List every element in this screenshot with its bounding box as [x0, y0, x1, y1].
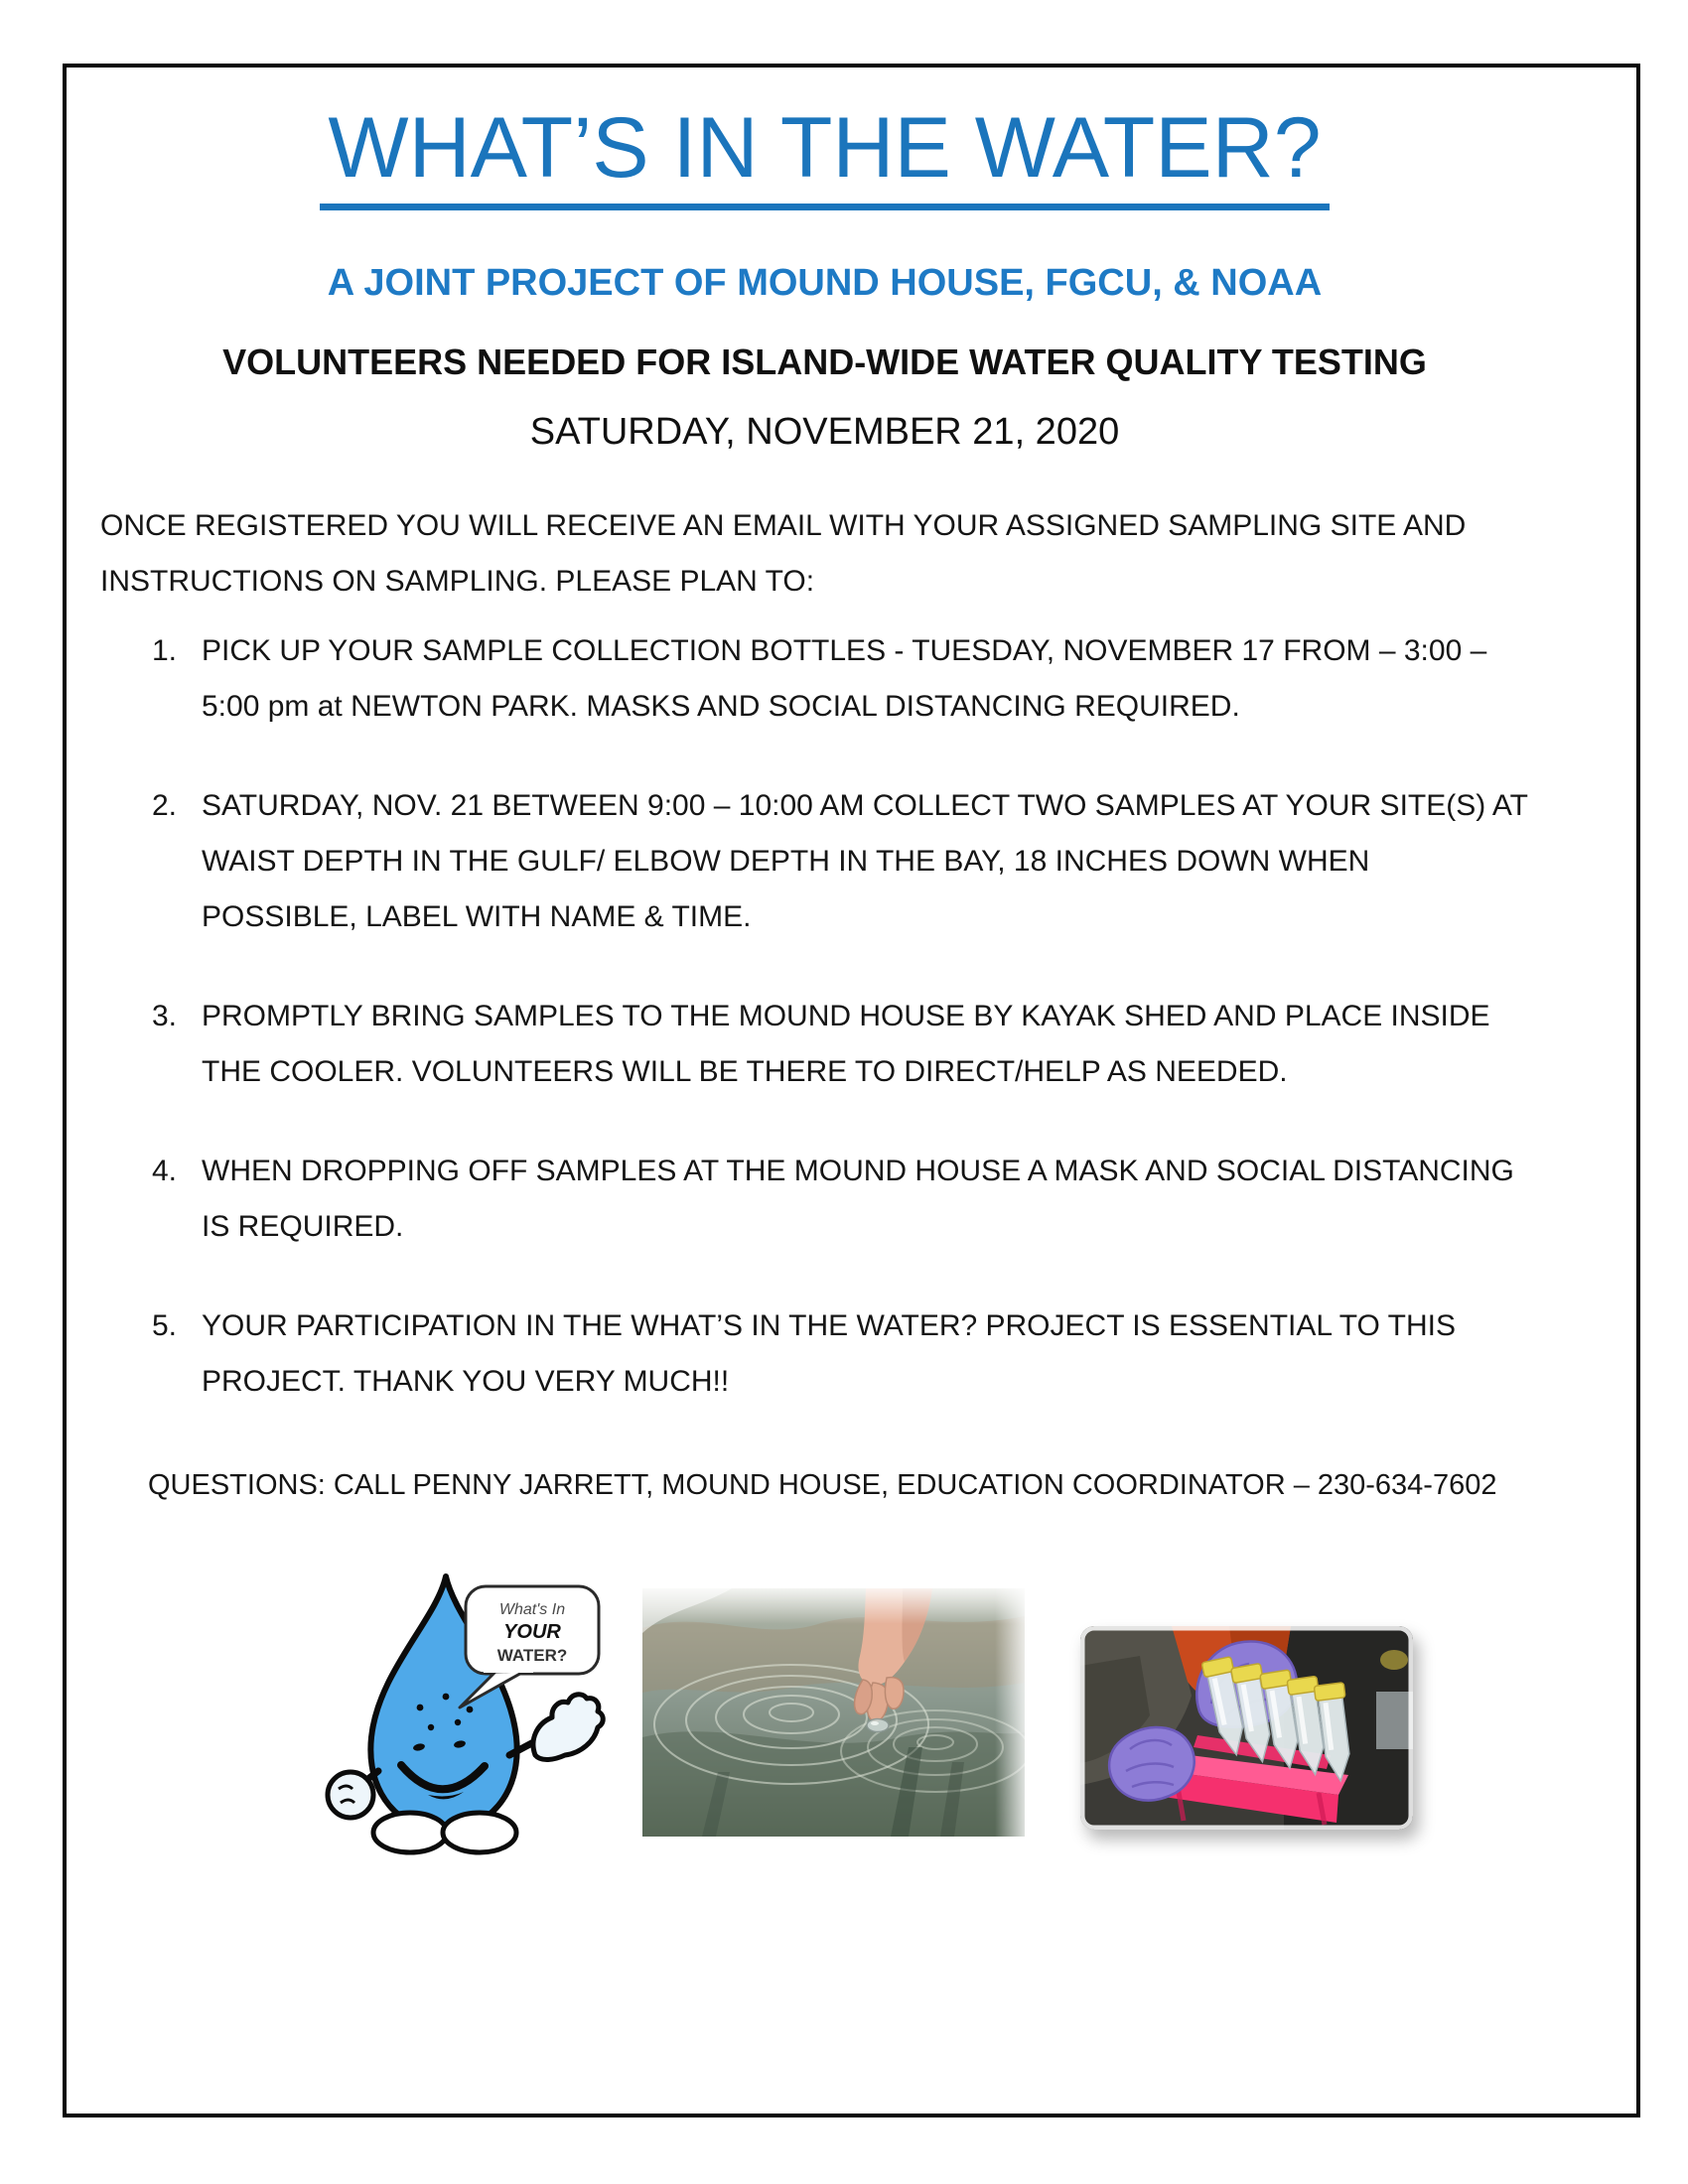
speech-bubble-line2: YOUR [503, 1620, 561, 1643]
list-item [100, 989, 1549, 1100]
flyer-title-text: WHAT’S IN THE WATER? [320, 99, 1329, 210]
event-date: SATURDAY, NOVEMBER 21, 2020 [529, 411, 1120, 454]
flyer-title [100, 99, 1549, 210]
flyer-subtitle: A JOINT PROJECT OF MOUND HOUSE, FGCU, & NOAA [327, 261, 1323, 304]
list-item-number: 1. [152, 633, 178, 667]
list-item-text: PROMPTLY BRING SAMPLES TO THE MOUND HOUSE BY KAYAK SHED AND PLACE INSIDE THE COOLER. VOLUNTEERS WILL BE THERE TO DIRECT/HELP AS NEEDED. [202, 999, 1490, 1088]
list-item [100, 1144, 1549, 1255]
list-item [100, 778, 1549, 945]
list-item-number: 2. [152, 788, 178, 822]
contact-line: QUESTIONS: CALL PENNY JARRETT, MOUND HOUSE, EDUCATION COORDINATOR – 230-634-7602 [148, 1468, 1497, 1501]
speech-bubble-line1: What's In [498, 1600, 566, 1618]
water-drop-mascot-image [299, 1561, 607, 1858]
list-item-text: YOUR PARTICIPATION IN THE WHAT’S IN THE WATER? PROJECT IS ESSENTIAL TO THIS PROJECT. THANK YOU VERY MUCH!! [202, 1308, 1456, 1398]
test-tube-rack-photo-image [1080, 1626, 1413, 1830]
list-item-number: 4. [152, 1154, 178, 1187]
list-item-number: 3. [152, 999, 178, 1032]
list-item-text: WHEN DROPPING OFF SAMPLES AT THE MOUND HOUSE A MASK AND SOCIAL DISTANCING IS REQUIRED. [202, 1154, 1514, 1243]
list-item [100, 623, 1549, 735]
list-item-text: SATURDAY, NOV. 21 BETWEEN 9:00 – 10:00 AM COLLECT TWO SAMPLES AT YOUR SITE(S) AT WAIST DEPTH IN THE GULF/ ELBOW DEPTH IN THE BAY, 18 INCHES DOWN WHEN POSSIBLE, LABEL WITH NAME & TIME. [202, 788, 1528, 933]
list-item [100, 1298, 1549, 1410]
intro-paragraph: ONCE REGISTERED YOU WILL RECEIVE AN EMAIL WITH YOUR ASSIGNED SAMPLING SITE AND INSTRUCTIONS ON SAMPLING. PLEASE PLAN TO: [100, 508, 1467, 598]
list-item-number: 5. [152, 1308, 178, 1342]
instruction-list [100, 623, 1549, 1410]
speech-bubble-line3: WATER? [496, 1645, 568, 1665]
list-item-text: PICK UP YOUR SAMPLE COLLECTION BOTTLES - TUESDAY, NOVEMBER 17 FROM – 3:00 – 5:00 pm at NEWTON PARK. MASKS AND SOCIAL DISTANCING REQUIRED. [202, 633, 1487, 723]
water-sampling-hand-photo-image [642, 1588, 1025, 1837]
image-row [299, 1561, 1549, 1858]
flyer-headline: VOLUNTEERS NEEDED FOR ISLAND-WIDE WATER QUALITY TESTING [222, 341, 1427, 382]
flyer-page [63, 64, 1640, 2117]
